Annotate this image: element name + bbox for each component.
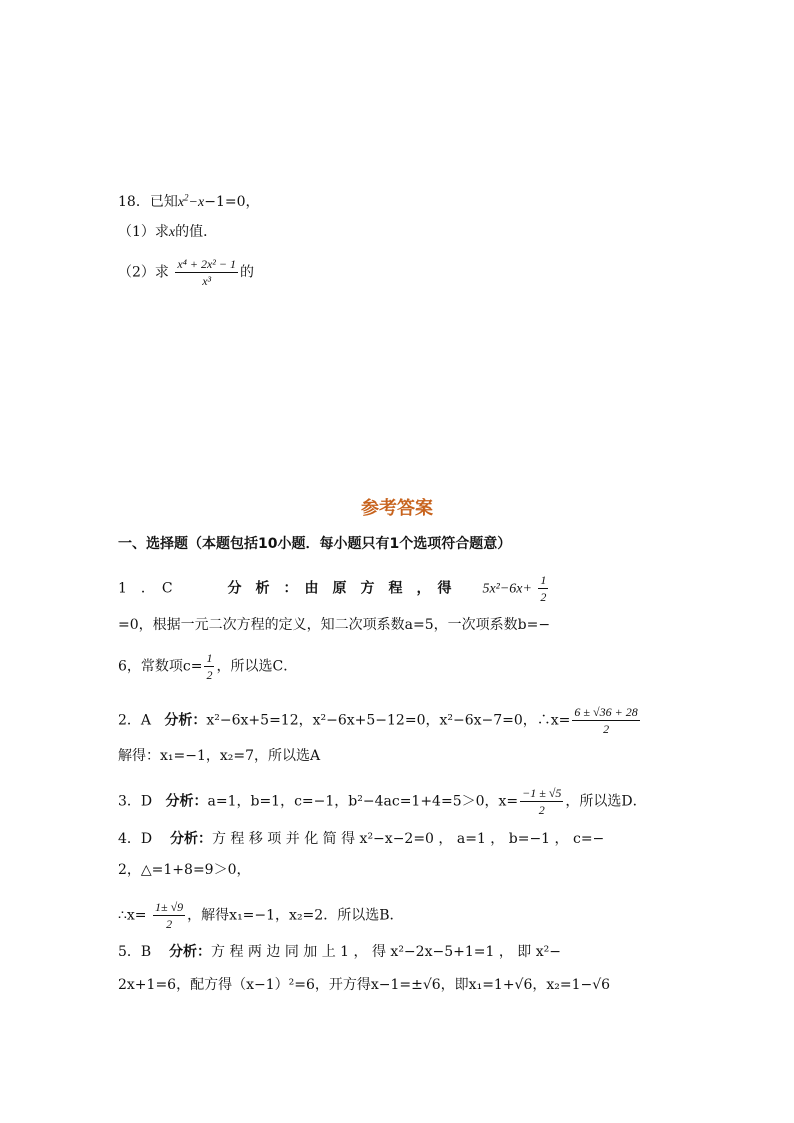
answer-5-line-2: 2x+1=6，配方得（x−1）²=6，开方得x−1=±√6，即x₁=1+√6，x₂=1−√6: [118, 977, 611, 993]
a1-label: 1 ． C: [118, 580, 173, 597]
question-18-part-2: [118, 257, 254, 288]
q18-x2: $x^2-x$: [177, 192, 205, 210]
q18-p2: （2）求: [118, 264, 169, 281]
answer-2-line-1: [118, 705, 642, 736]
a2-fraction: $\frac{6 \pm √36 + 28}{2}$: [574, 705, 638, 736]
q18-head: 18．已知: [118, 194, 178, 210]
q18-fraction: [175, 257, 238, 288]
q18-p2b: 的: [240, 264, 254, 281]
a3-analysis: 分析：: [165, 793, 208, 810]
a1-l3-a: 6，常数项c=: [118, 658, 203, 675]
a5-label: 5．B: [118, 944, 152, 960]
q18-p1: （1）求: [118, 224, 169, 240]
answers-title: 参考答案: [361, 498, 433, 519]
answer-4-line-1: [118, 829, 604, 849]
q18-eq-tail: −1=0，: [204, 194, 260, 210]
a5-text: 方 程 两 边 同 加 上 1 ， 得 x²−2x−5+1=1 ， 即 x²−: [211, 944, 561, 960]
a3-label: 3．D: [118, 793, 153, 810]
a3-fraction: $\frac{-1 \pm √5}{2}$: [522, 786, 562, 817]
a3-tail: ，所以选D．: [565, 793, 647, 810]
q18-var-x: x: [168, 225, 176, 240]
a1-analysis: 分 析 ： 由 原 方 程 ， 得: [227, 580, 452, 597]
answer-1-line-3: [118, 651, 297, 682]
question-18-part-1: [118, 222, 217, 243]
a3-text: a=1，b=1，c=−1，b²−4ac=1+4=5＞0，x=: [207, 793, 519, 810]
q18-frac-denominator: x³: [202, 274, 212, 288]
answer-1-line-1: [118, 573, 550, 604]
a4-l3-b: ，解得x₁=−1，x₂=2．所以选B．: [187, 907, 404, 924]
a2-analysis: 分析：: [164, 712, 207, 729]
a1-half-fraction: $\frac{1}{2}$: [540, 573, 547, 604]
a2-text: x²−6x+5=12，x²−6x+5−12=0，x²−6x−7=0，∴x=: [206, 712, 571, 729]
a5-analysis: 分析：: [169, 944, 212, 960]
a1-eq: 5x²−6x+: [482, 581, 532, 597]
section-heading: 一、选择题（本题包括10小题．每小题只有1个选项符合题意）: [118, 536, 512, 552]
question-18-stem: [118, 192, 260, 213]
answer-1-line-2: =0，根据一元二次方程的定义，知二次项系数a=5，一次项系数b=−: [118, 617, 551, 633]
answer-4-line-2: 2，△=1+8=9＞0，: [118, 862, 251, 878]
a4-analysis: 分析：: [169, 831, 212, 847]
answer-2-line-2: 解得：x₁=−1，x₂=7，所以选A: [118, 748, 321, 764]
answer-5-line-1: [118, 942, 561, 962]
a4-text: 方 程 移 项 并 化 简 得 x²−x−2=0 ， a=1 ， b=−1 ， c=−: [211, 831, 605, 847]
a2-label: 2．A: [118, 712, 152, 729]
q18-frac-numerator: x⁴ + 2x² − 1: [177, 257, 236, 271]
a4-label: 4．D: [118, 831, 153, 847]
q18-p1b: 的值．: [175, 224, 218, 240]
answer-3-line-1: [118, 786, 647, 817]
a4-fraction: $\frac{1\pm √9}{2}$: [155, 900, 184, 931]
a1-l3-b: ，所以选C．: [216, 658, 298, 675]
a4-l3-a: ∴x=: [118, 907, 147, 924]
a1-c-fraction: $\frac{1}{2}$: [206, 651, 213, 682]
answer-4-line-3: [118, 900, 403, 931]
